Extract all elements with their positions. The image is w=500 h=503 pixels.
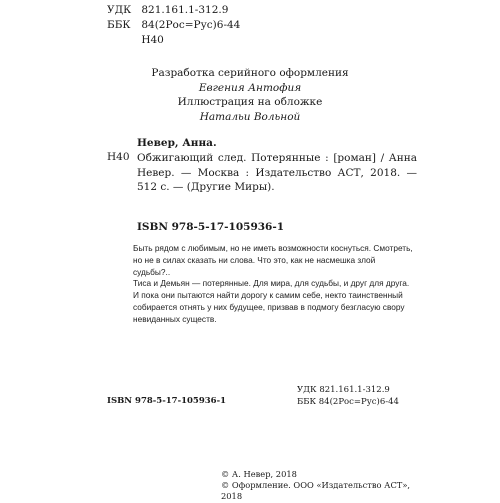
bottom-bbk: ББК 84(2Рос=Рус)6-44 (297, 396, 399, 407)
bottom-udk: УДК 821.161.1-312.9 (297, 385, 390, 395)
cover-illustration-label: Иллюстрация на обложке (177, 96, 323, 108)
annotation-paragraph-2: Тиса и Демьян — потерянные. Для мира, для судьбы, и друг для друга. И пока они пытаются найти дорогу к самим себе, некто таинственный собирается отнять у них будущее, призвав в подмогу безгласую свору невиданных существ. (133, 278, 410, 324)
udk-label: УДК (107, 4, 132, 16)
author-mark: Н40 (141, 34, 164, 46)
catalog-description: Обжигающий след. Потерянные : [роман] / Анна Невер. — Москва : Издательство АСТ, 2018. — 512 с. — (Другие Миры). (137, 152, 417, 193)
cover-illustrator-name: Натальи Вольной (199, 110, 301, 123)
bbk-label: ББК (107, 19, 131, 31)
udk-value: 821.161.1-312.9 (141, 4, 229, 16)
bottom-classification-codes (297, 385, 399, 408)
catalog-author: Невер, Анна. (137, 137, 217, 149)
catalog-code: Н40 (107, 151, 130, 163)
annotation (133, 243, 413, 326)
copyright-year: 2018 (221, 491, 243, 502)
bbk-value: 84(2Рос=Рус)6-44 (141, 19, 241, 31)
series-design-label: Разработка серийного оформления (151, 67, 349, 79)
credits-block (0, 66, 500, 124)
series-designer-name: Евгения Антофия (198, 81, 302, 94)
copyright-design: © Оформление. ООО «Издательство АСТ», (221, 480, 411, 491)
copyright-block (221, 469, 410, 503)
isbn-bottom: ISBN 978-5-17-105936-1 (107, 396, 227, 406)
classification-codes (107, 3, 240, 48)
isbn-main: ISBN 978-5-17-105936-1 (137, 221, 285, 233)
annotation-paragraph-1: Быть рядом с любимым, но не иметь возможности коснуться. Смотреть, но не в силах сказать ни слова. Что это, как не насмешка злой судьбы?.. (133, 243, 413, 277)
copyright-author: © А. Невер, 2018 (221, 469, 297, 479)
